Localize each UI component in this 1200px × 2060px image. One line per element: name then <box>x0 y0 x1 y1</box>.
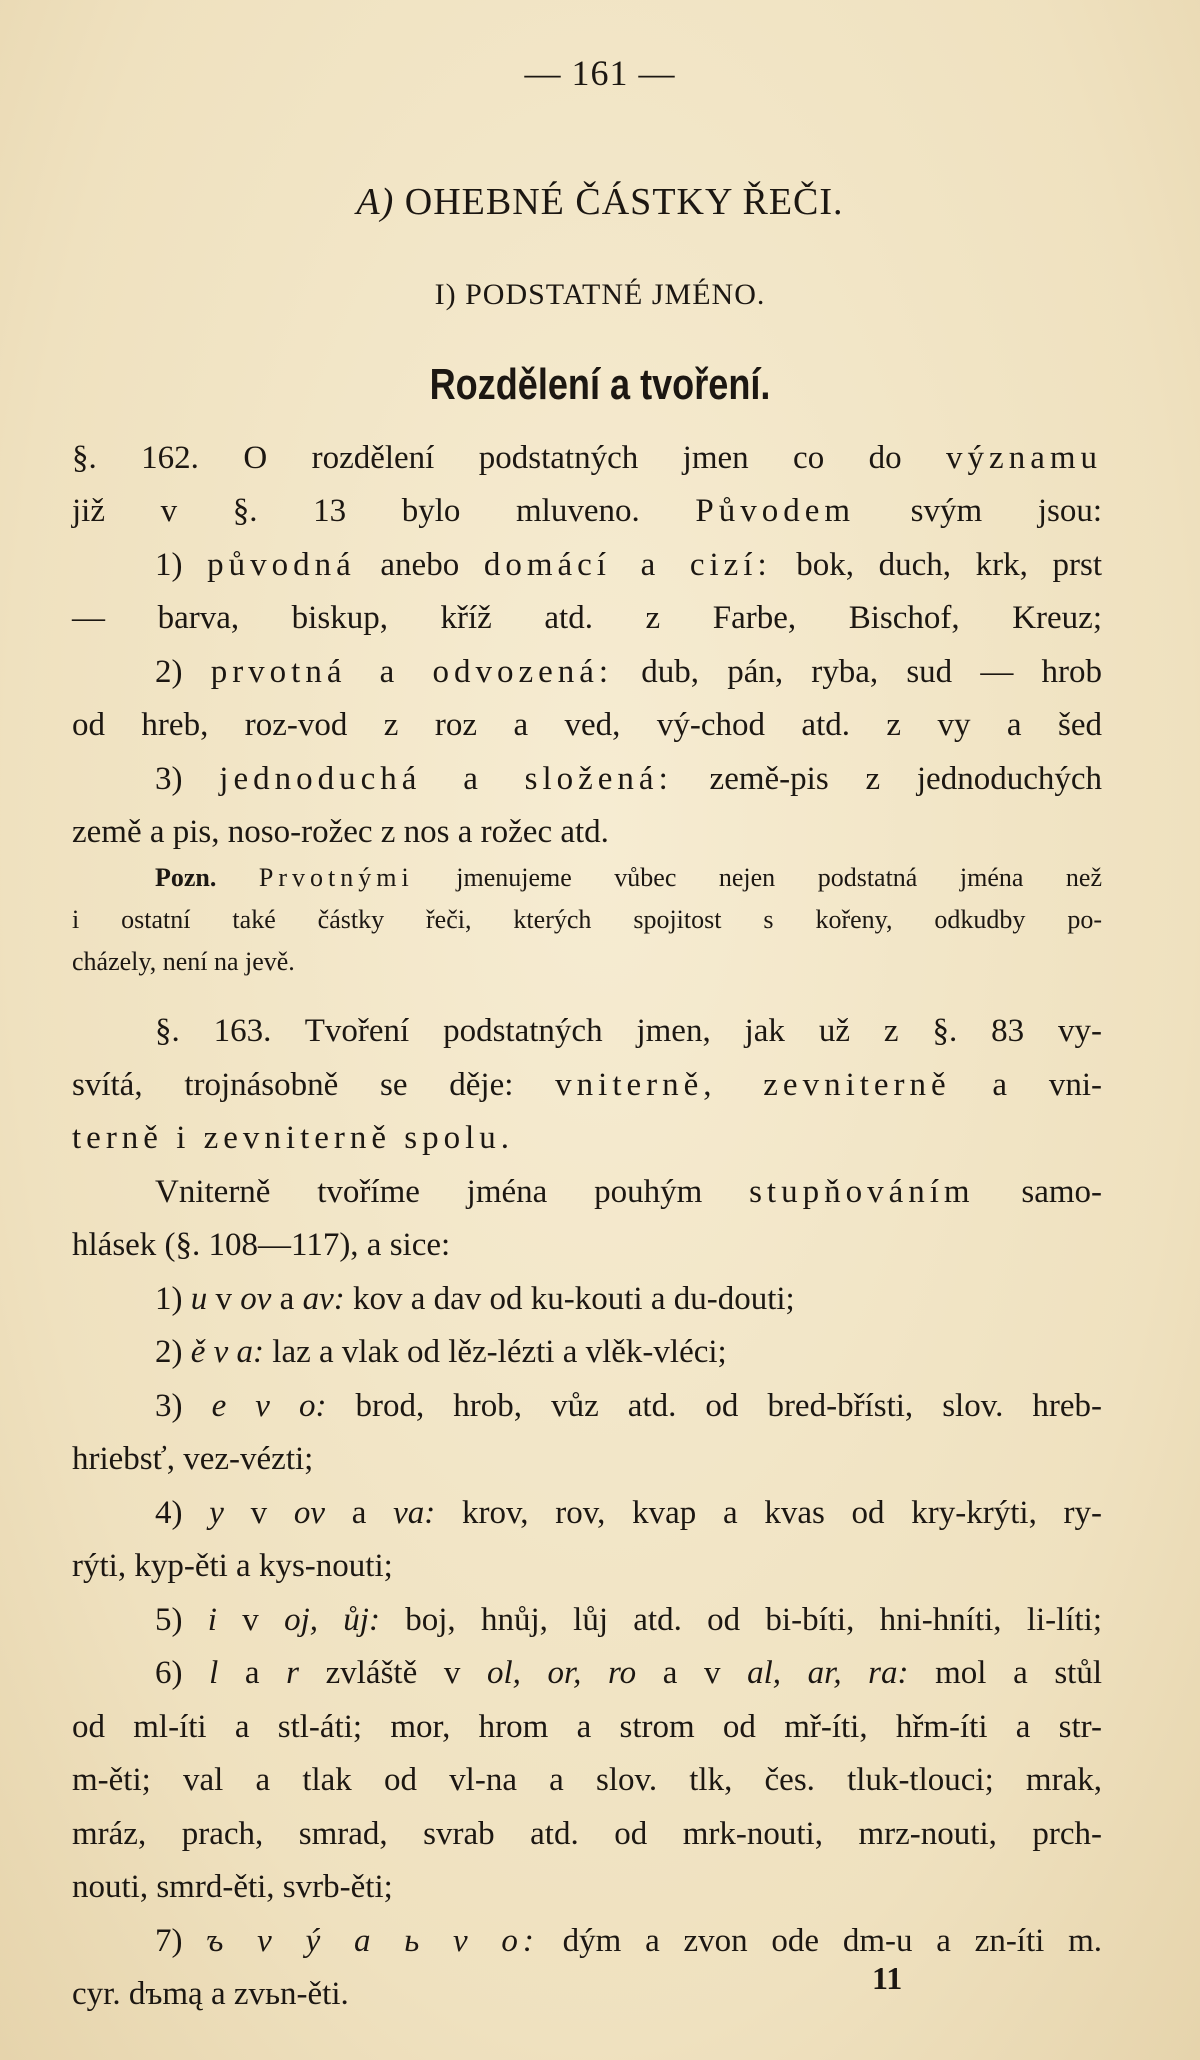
paragraph-162-line-4: — barva, biskup, kříž atd. z Farbe, Bischof, Kreuz; <box>72 600 1102 636</box>
list-item-7: 7) ъ v ý a ь v o: dým a zvon ode dm-u a zn-íti m. <box>155 1923 1102 1959</box>
list-item-4: 4) y v ov a va: krov, rov, kvap a kvas od kry-krýti, ry- <box>155 1495 1103 1531</box>
paragraph-162-line-3: 1) původná anebo domácí a cizí: bok, duch, krk, prst <box>155 547 1103 583</box>
paragraph-163-line-3: terně i zevniterně spolu. <box>72 1120 515 1156</box>
list-item-6-line-5: nouti, smrd-ěti, svrb-ěti; <box>72 1869 393 1905</box>
signature-mark: 11 <box>872 1960 903 1996</box>
page-number: — 161 — <box>524 53 676 93</box>
paragraph-162-line-8: země a pis, noso-rožec z nos a rožec atd. <box>72 814 609 850</box>
paragraph-163-line-4: Vniterně tvoříme jména pouhým stupňováním samo- <box>155 1174 1102 1210</box>
list-item-3: 3) e v o: brod, hrob, vůz atd. od bred-břísti, slov. hreb- <box>155 1388 1102 1424</box>
note-line-3: cházely, není na jevě. <box>72 947 295 976</box>
list-item-5: 5) i v oj, ůj: boj, hnůj, lůj atd. od bi-bíti, hni-hníti, li-líti; <box>155 1602 1103 1638</box>
subsection-heading: Rozdělení a tvoření. <box>429 360 771 409</box>
list-item-4-line-2: rýti, kyp-ěti a kys-nouti; <box>72 1548 393 1584</box>
section-heading <box>0 180 1200 224</box>
list-item-6-line-3: m-ěti; val a tlak od vl-na a slov. tlk, čes. tluk-tlouci; mrak, <box>72 1762 1102 1798</box>
paragraph-162-line-7: 3) jednoduchá a složená: země-pis z jednoduchých <box>155 761 1102 797</box>
paragraph-163-line-5: hlásek (§. 108—117), a sice: <box>72 1227 451 1263</box>
note-label: Pozn. <box>155 863 217 892</box>
paragraph-162-line-1: §. 162. O rozdělení podstatných jmen co do významu <box>72 440 1103 476</box>
list-item-6-line-4: mráz, prach, smrad, svrab atd. od mrk-nouti, mrz-nouti, prch- <box>72 1816 1102 1852</box>
list-item-2: 2) ě v a: laz a vlak od lěz-lézti a vlěk-vléci; <box>155 1334 727 1370</box>
section-letter: A) <box>356 181 395 223</box>
paragraph-163-line-1: §. 163. Tvoření podstatných jmen, jak už z §. 83 vy- <box>155 1013 1102 1049</box>
paragraph-162-line-5: 2) prvotná a odvozená: dub, pán, ryba, sud — hrob <box>155 654 1103 690</box>
paragraph-162-line-2: již v §. 13 bylo mluveno. Původem svým jsou: <box>72 493 1102 529</box>
list-item-6-line-2: od ml-íti a stl-áti; mor, hrom a strom od mř-íti, hřm-íti a str- <box>72 1709 1102 1745</box>
paragraph-163-line-2: svítá, trojnásobně se děje: vniterně, zevniterně a vni- <box>72 1067 1102 1103</box>
paragraph-162-line-6: od hreb, roz-vod z roz a ved, vý-chod atd. z vy a šed <box>72 707 1102 743</box>
list-item-6: 6) l a r zvláště v ol, or, ro a v al, ar, ra: mol a stůl <box>155 1655 1102 1691</box>
list-item-1: 1) u v ov a av: kov a dav od ku-kouti a du-douti; <box>155 1281 795 1317</box>
chapter-heading: I) PODSTATNÉ JMÉNO. <box>434 278 766 311</box>
list-item-7-line-2: cyr. dъmą a zvьn-ěti. <box>72 1976 349 2012</box>
note-line-1: Pozn. Prvotnými jmenujeme vůbec nejen podstatná jména než <box>155 863 1103 892</box>
list-item-3-line-2: hriebsť, vez-vézti; <box>72 1441 314 1477</box>
section-title: OHEBNÉ ČÁSTKY ŘEČI. <box>394 181 844 223</box>
note-line-2: i ostatní také částky řeči, kterých spojitost s kořeny, odkudby po- <box>72 905 1102 934</box>
